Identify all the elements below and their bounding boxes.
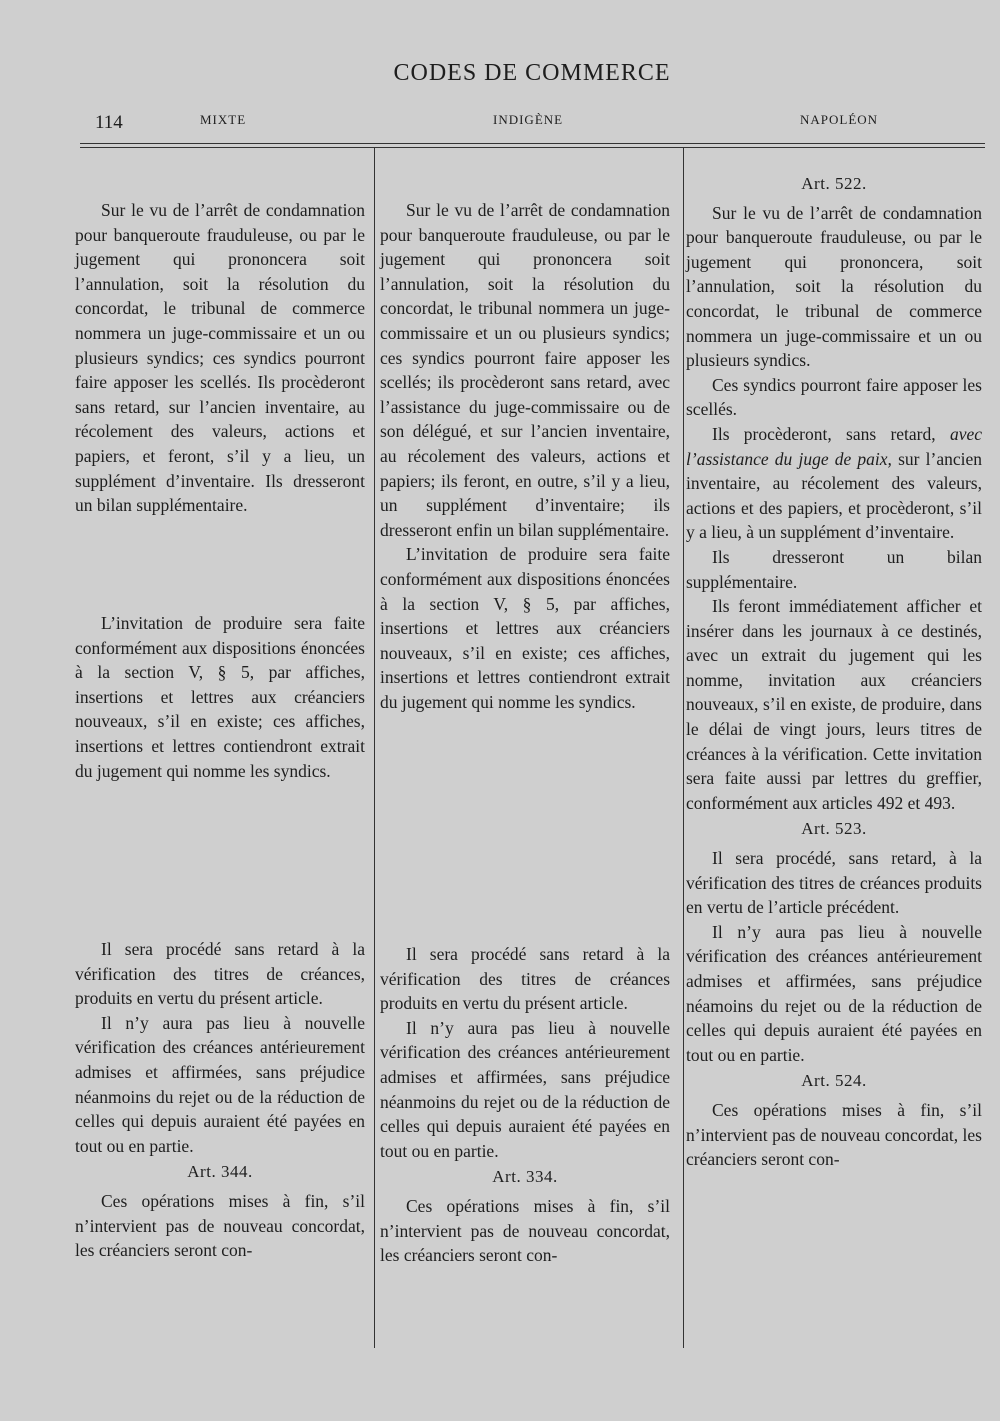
napoleon-paragraph — [686, 422, 982, 545]
article-heading: Art. 523. — [801, 819, 867, 839]
indigene-paragraph: L’invitation de produire sera faite conformément aux dispositions énoncées à la section V, § 5, par affiches, insertions et lettres aux créanciers nouveaux, s’il en existe; ces affiches, insertions et lettres contiendront extrait du jugement qui nomme les syndics. — [380, 544, 670, 712]
mixte-paragraph: L’invitation de produire sera faite conformément aux dispositions énoncées à la section V, § 5, par affiches, insertions et lettres aux créanciers nouveaux, s’il en existe; ces affiches, insertions et lettres contiendront extrait du jugement qui nomme les syndics. — [75, 613, 365, 781]
napoleon-text: sur l’ancien inventaire, au récolement des valeurs, actions et des papiers, et procèderont, s’il y a lieu, à un supplément d’inventaire. — [686, 448, 983, 543]
column-napoleon — [686, 170, 982, 1172]
mixte-paragraph: Sur le vu de l’arrêt de condamnation pour banqueroute frauduleuse, ou par le jugement qui prononcera soit l’annulation, soit la résolution du concordat, le tribunal de commerce nommera un juge-commissaire et un ou plusieurs syndics; ces syndics pourront faire apposer les scellés. Ils procèderont sans retard, sur l’ancien inventaire, au récolement des valeurs, actions et papiers, et feront, s’il y a lieu, un supplément d’inventaire. Ils dresseront un bilan supplémentaire. — [75, 200, 365, 516]
column-header-napoleon: NAPOLÉON — [800, 112, 879, 127]
napoleon-paragraph: Il sera procédé, sans retard, à la vérification des titres de créances produits en vertu de l’article précédent. — [686, 848, 982, 918]
page-title: CODES DE COMMERCE — [393, 60, 671, 86]
column-header-indigene: INDIGÈNE — [493, 112, 564, 127]
column-divider-1 — [374, 148, 375, 1348]
mixte-paragraph: Il sera procédé sans retard à la vérification des titres de créances, produits en vertu du présent article. — [75, 939, 365, 1009]
napoleon-paragraph: Ces syndics pourront faire apposer les scellés. — [686, 374, 982, 420]
indigene-paragraph: Sur le vu de l’arrêt de condamnation pour banqueroute frauduleuse, ou par le jugement qui prononcera soit l’annulation, soit la résolution du concordat, le tribunal nommera un juge-commissaire et un ou plusieurs syndics; ces syndics pourront faire apposer les scellés; ils procèderont sans retard, avec l’assistance du juge-commissaire ou de son délégué, et sur l’ancien inventaire, au récolement des valeurs, actions et papiers; ils feront, en outre, s’il y a lieu, un supplément d’inventaire; ils dresseront enfin un bilan supplémentaire. — [380, 200, 670, 540]
mixte-paragraph: Ces opérations mises à fin, s’il n’intervient pas de nouveau concordat, les créanciers seront con- — [75, 1190, 365, 1261]
article-heading: Art. 524. — [801, 1071, 867, 1091]
article-heading: Art. 344. — [187, 1162, 253, 1182]
column-mixte-block-3 — [75, 937, 365, 1263]
indigene-paragraph: Il sera procédé sans retard à la vérification des titres de créances produits en vertu du présent article. — [380, 944, 670, 1014]
column-indigene — [380, 198, 670, 714]
page-number: 114 — [95, 112, 123, 133]
column-header-mixte: MIXTE — [200, 112, 247, 127]
column-mixte — [75, 198, 365, 518]
header-rule-top — [80, 143, 985, 144]
header-rule-bottom — [80, 147, 985, 148]
napoleon-text: Ils procèderont, sans retard, — [712, 423, 950, 444]
column-divider-2 — [683, 148, 684, 1348]
napoleon-italic-text: avec l’assistance du juge de paix, — [686, 423, 982, 469]
napoleon-paragraph: Sur le vu de l’arrêt de condamnation pour banqueroute frauduleuse, ou par le jugement qui prononcera, soit l’annulation, soit la résolution du concordat, le tribunal de commerce nommera un juge-commissaire et un ou plusieurs syndics. — [686, 202, 982, 371]
article-heading: Art. 334. — [492, 1167, 558, 1187]
mixte-paragraph: Il n’y aura pas lieu à nouvelle vérification des créances antérieurement admises et affirmées, sans préjudice néanmoins du rejet ou de la réduction de celles qui depuis auraient été payées en tout ou en partie. — [75, 1012, 365, 1156]
napoleon-paragraph: Ils dresseront un bilan supplémentaire. — [686, 546, 982, 592]
article-heading: Art. 522. — [801, 174, 867, 193]
napoleon-paragraph: Ils feront immédiatement afficher et insérer dans les journaux à ce destinés, avec un extrait du jugement qui les nomme, invitation aux créanciers nouveaux, s’il en existe, de produire, dans le délai de vingt jours, leurs titres de créances à la vérification. Cette invitation sera faite aussi par lettres du greffier, conformément aux articles 492 et 493. — [686, 596, 982, 813]
napoleon-paragraph: Ces opérations mises à fin, s’il n’intervient pas de nouveau concordat, les créanciers seront con- — [686, 1099, 982, 1170]
column-indigene-block-2 — [380, 942, 670, 1268]
indigene-paragraph: Il n’y aura pas lieu à nouvelle vérification des créances antérieurement admises et affirmées, sans préjudice néanmoins du rejet ou de la réduction de celles qui depuis auraient été payées en tout ou en partie. — [380, 1017, 670, 1161]
column-mixte-block-2 — [75, 611, 365, 783]
napoleon-paragraph: Il n’y aura pas lieu à nouvelle vérification des créances antérieurement admises et affirmées, sans préjudice néamoins du rejet ou de la réduction de celles qui depuis auraient été payées en tout ou en partie. — [686, 921, 982, 1065]
indigene-paragraph: Ces opérations mises à fin, s’il n’intervient pas de nouveau concordat, les créanciers seront con- — [380, 1195, 670, 1266]
